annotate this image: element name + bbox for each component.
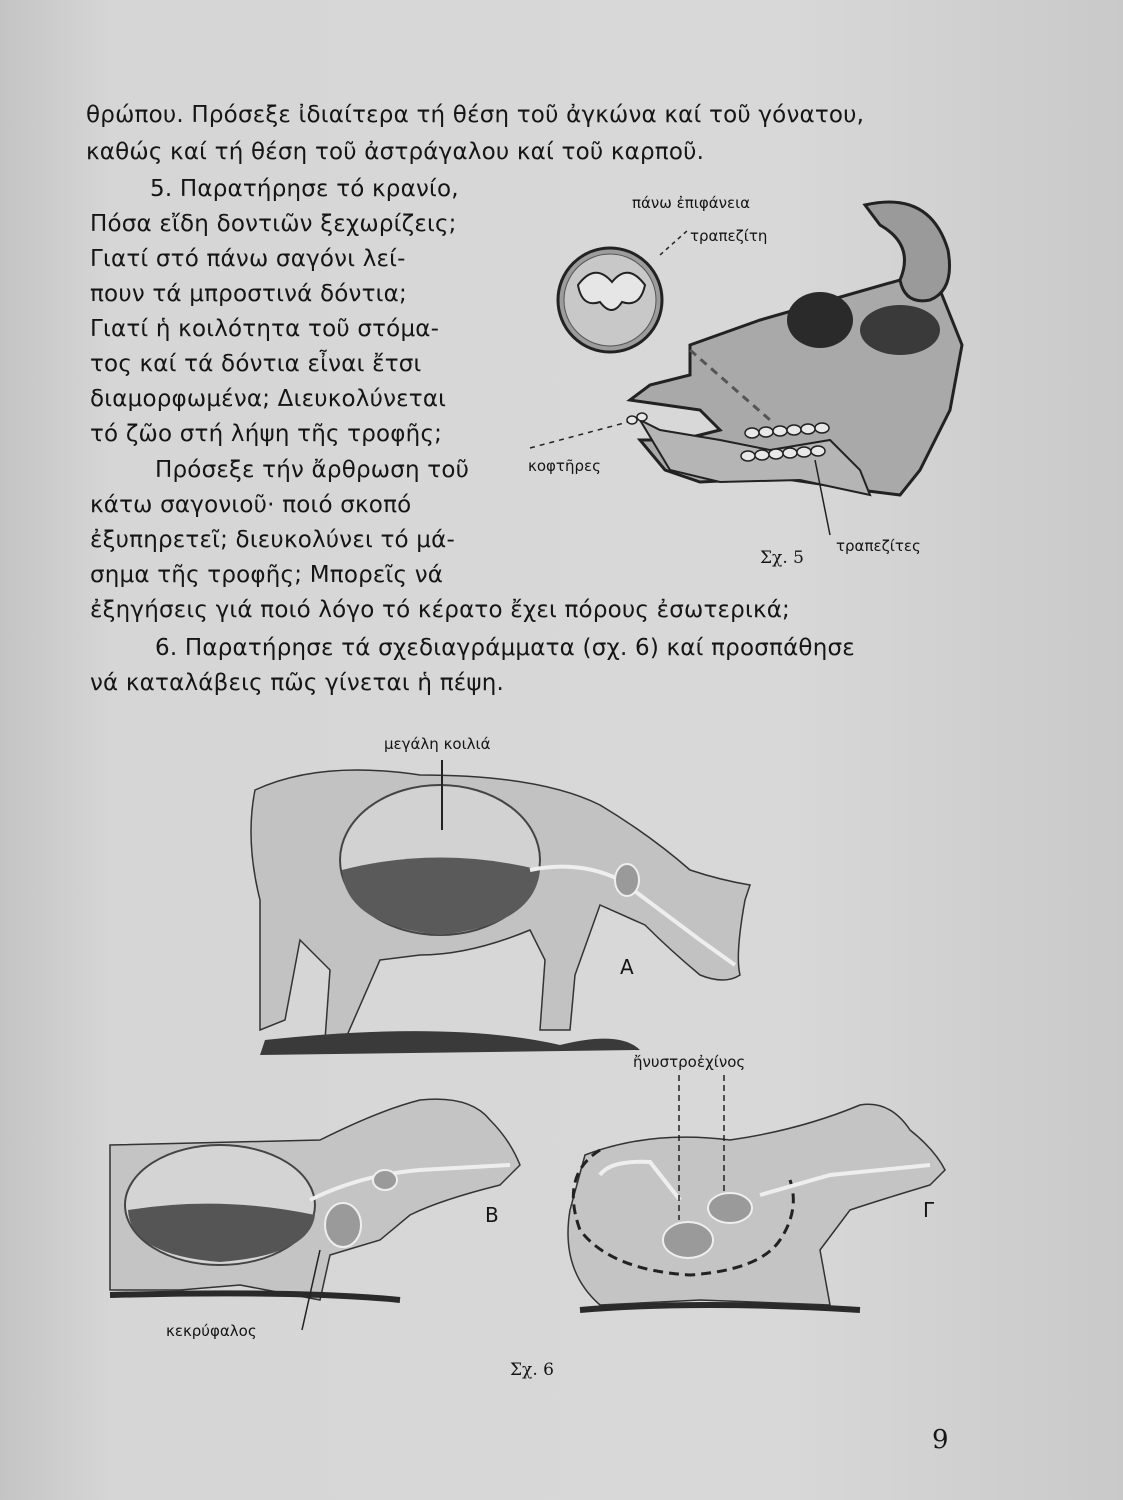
question-5-line: τος καί τά δόντια εἶναι ἔτσι [90, 351, 422, 377]
question-5-line: πουν τά μπροστινά δόντια; [90, 281, 407, 307]
question-5-line: τό ζῶο στή λήψη τῆς τροφῆς; [90, 421, 443, 447]
text-line: θρώπου. Πρόσεξε ἰδιαίτερα τή θέση τοῦ ἀγκώνα καί τοῦ γόνατου, [86, 102, 865, 128]
label-rumen: μεγάλη κοιλιά [384, 735, 491, 753]
label-upper-surface: πάνω ἐπιφάνεια [632, 194, 751, 212]
label-omasum: ἐχίνος [697, 1053, 746, 1071]
question-5-line: 5. Παρατήρησε τό κρανίο, [150, 176, 459, 202]
question-5-line: Πρόσεξε τήν ἄρθρωση τοῦ [155, 457, 470, 483]
question-5-line: διαμορφωμένα; Διευκολύνεται [90, 386, 447, 412]
question-6-line: 6. Παρατήρησε τά σχεδιαγράμματα (σχ. 6) καί προσπάθησε [155, 635, 855, 661]
question-5-line: Πόσα εἴδη δοντιῶν ξεχωρίζεις; [90, 211, 457, 237]
text-line: καθώς καί τή θέση τοῦ ἀστράγαλου καί τοῦ καρποῦ. [86, 139, 705, 165]
label-reticulum: κεκρύφαλος [166, 1322, 257, 1340]
panel-a-label: Α [620, 955, 634, 979]
label-incisors: κοφτῆρες [528, 457, 601, 475]
question-5-line: Γιατί ἡ κοιλότητα τοῦ στόμα- [90, 316, 440, 342]
page-number: 9 [932, 1425, 949, 1455]
figure-5-caption: Σχ. 5 [760, 548, 804, 568]
figure-6-caption: Σχ. 6 [510, 1360, 554, 1380]
question-5-line: κάτω σαγονιοῦ· ποιό σκοπό [90, 492, 412, 518]
question-5-line: ἐξυπηρετεῖ; διευκολύνει τό μά- [90, 527, 455, 553]
question-5-line: Γιατί στό πάνω σαγόνι λεί- [90, 246, 406, 272]
panel-b-label: Β [485, 1203, 499, 1227]
label-abomasum: ἤνυστρο [633, 1053, 697, 1071]
panel-c-label: Γ [923, 1198, 935, 1222]
label-molars: τραπεζίτες [836, 537, 921, 555]
question-6-line: νά καταλάβεις πῶς γίνεται ἡ πέψη. [90, 670, 505, 696]
question-5-line: σημα τῆς τροφῆς; Μπορεῖς νά [90, 562, 444, 588]
label-molar-top: τραπεζίτη [690, 227, 768, 245]
question-5-line: ἐξηγήσεις γιά ποιό λόγο τό κέρατο ἔχει πόρους ἐσωτερικά; [90, 597, 791, 623]
